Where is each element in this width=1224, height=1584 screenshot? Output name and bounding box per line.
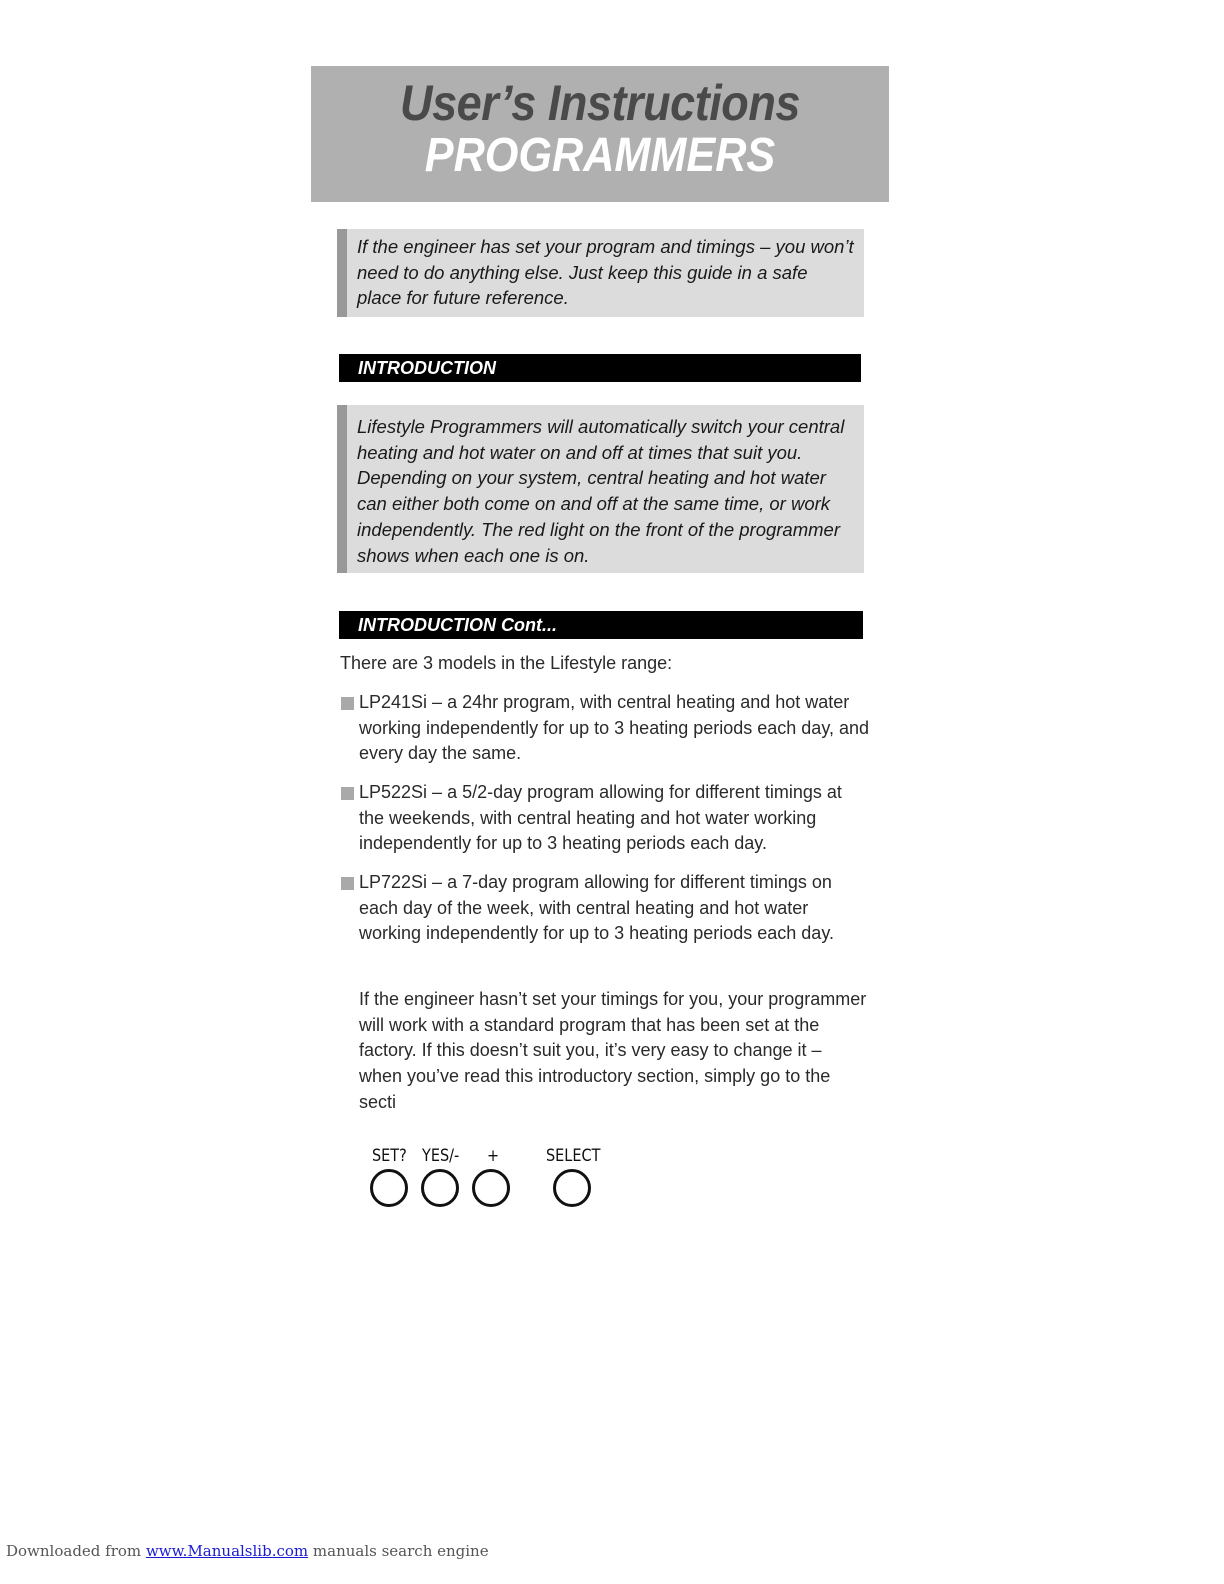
models-lead-text: There are 3 models in the Lifestyle range: (340, 653, 673, 673)
model-list-item (340, 870, 870, 947)
footer-prefix: Downloaded from (6, 1542, 142, 1560)
document-subtitle: PROGRAMMERS (424, 129, 776, 182)
model-list-item (340, 780, 870, 857)
square-bullet-icon (341, 697, 354, 710)
factory-program-paragraph: If the engineer hasn’t set your timings for you, your programmer will work with a standard program that has been set at the factory. If this doesn’t suit you, it’s very easy to change it – when you’ve read this introductory section, simply go to the secti (359, 989, 867, 1112)
programmer-buttons-diagram (360, 1142, 620, 1217)
introduction-note-box: Lifestyle Programmers will automatically switch your central heating and hot water on and off at times that suit you. Depending on your system, central heating and hot water can either both come on and off at the same time, or work independently. The red light on the front of the programmer shows when each one is on. (337, 405, 864, 573)
model-description: LP522Si – a 5/2-day program allowing for different timings at the weekends, with central heating and hot water working independently for up to 3 heating periods each day. (359, 782, 842, 854)
introduction-cont-heading: INTRODUCTION Cont... (339, 611, 863, 639)
set-button-icon (370, 1169, 408, 1207)
square-bullet-icon (341, 787, 354, 800)
footer-suffix: manuals search engine (312, 1542, 489, 1560)
plus-button-label: + (487, 1146, 500, 1166)
select-button-label: SELECT (546, 1146, 601, 1166)
model-description: LP722Si – a 7-day program allowing for different timings on each day of the week, with central heating and hot water working independently for up to 3 heating periods each day. (359, 872, 834, 944)
square-bullet-icon (341, 877, 354, 890)
model-description: LP241Si – a 24hr program, with central heating and hot water working independently for up to 3 heating periods each day, and every day the same. (359, 692, 870, 764)
set-button-label: SET? (372, 1146, 407, 1166)
yes-button-icon (421, 1169, 459, 1207)
title-banner (311, 66, 889, 202)
download-footer (6, 1542, 489, 1560)
introduction-heading: INTRODUCTION (339, 354, 861, 382)
plus-button-icon (472, 1169, 510, 1207)
select-button-icon (553, 1169, 591, 1207)
model-list-item (340, 690, 870, 767)
engineer-note-box: If the engineer has set your program and timings – you won’t need to do anything else. Just keep this guide in a safe place for future reference. (337, 229, 864, 317)
manualslib-link[interactable]: www.Manualslib.com (145, 1542, 309, 1560)
yes-button-label: YES/- (422, 1146, 460, 1166)
document-title: User’s Instructions (400, 75, 800, 131)
